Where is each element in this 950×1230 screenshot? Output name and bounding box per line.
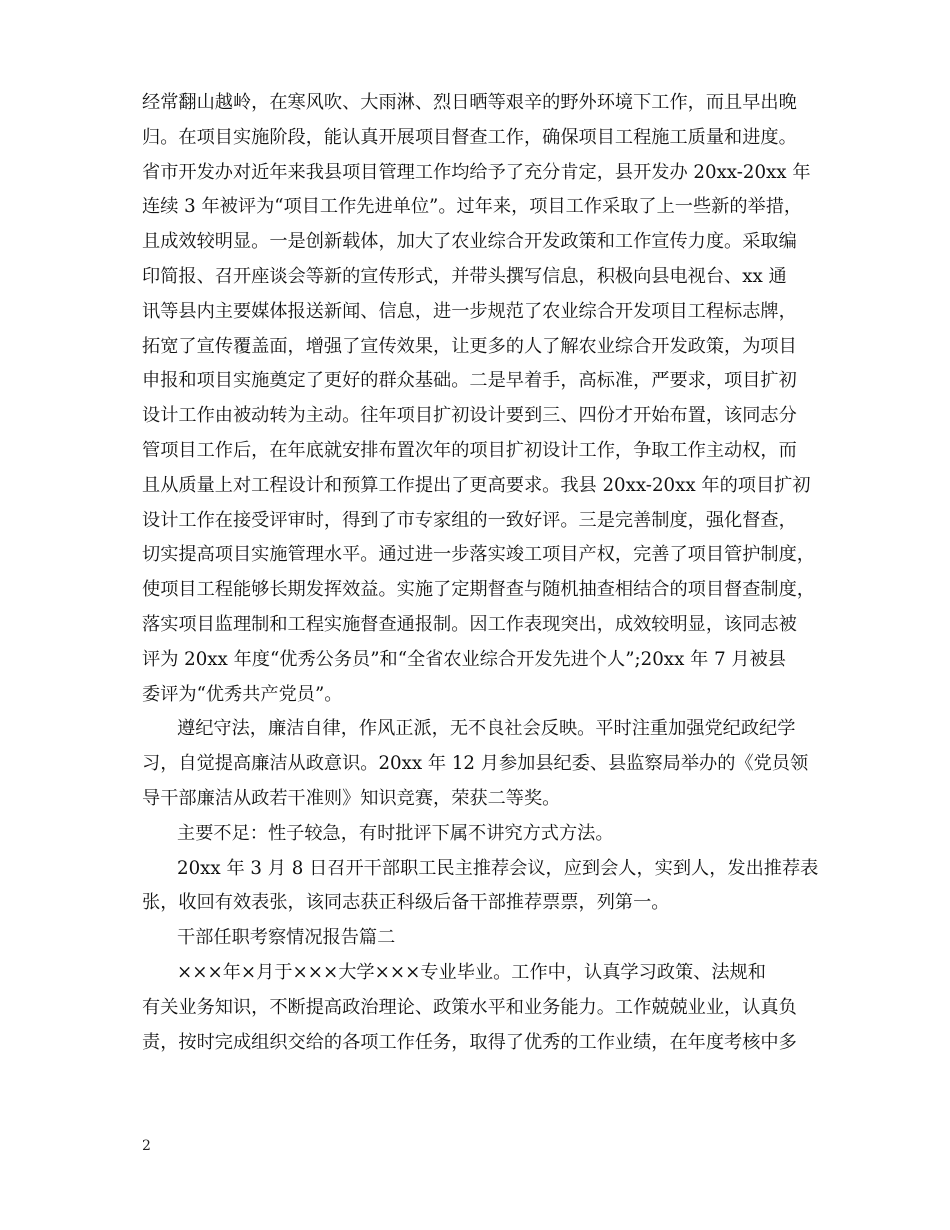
text-line: 管项目工作后，在年底就安排布置次年的项目扩初设计工作，争取工作主动权，而 [142,439,797,461]
text-line: 连续 3 年被评为“项目工作先进单位”。过年来，项目工作采取了上一些新的举措， [142,196,803,218]
text-line: 主要不足：性子较急，有时批评下属不讲究方式方法。 [177,822,614,844]
text-line: 讯等县内主要媒体报送新闻、信息，进一步规范了农业综合开发项目工程标志牌， [142,300,797,322]
text-line: ×××年×月于×××大学×××专业毕业。工作中，认真学习政策、法规和 [177,961,766,983]
text-line: 申报和项目实施奠定了更好的群众基础。二是早着手，高标准，严要求，项目扩初 [142,370,797,392]
text-line: 张，收回有效表张，该同志获正科级后备干部推荐票票，列第一。 [142,892,670,914]
text-line: 落实项目监理制和工程实施督查通报制。因工作表现突出，成效较明显，该同志被 [142,613,797,635]
text-line: 设计工作由被动转为主动。往年项目扩初设计要到三、四份才开始布置，该同志分 [142,405,797,427]
text-line: 印简报、召开座谈会等新的宣传形式，并带头撰写信息，积极向县电视台、xx 通 [142,265,787,287]
text-line: 且从质量上对工程设计和预算工作提出了更高要求。我县 20xx-20xx 年的项目扩初 [142,474,811,496]
text-line: 拓宽了宣传覆盖面，增强了宣传效果，让更多的人了解农业综合开发政策，为项目 [142,335,797,357]
text-line: 遵纪守法，廉洁自律，作风正派，无不良社会反映。平时注重加强党纪政纪学 [177,718,796,740]
text-line: 归。在项目实施阶段，能认真开展项目督查工作，确保项目工程施工质量和进度。 [142,126,797,148]
text-line: 使项目工程能够长期发挥效益。实施了定期督查与随机抽查相结合的项目督查制度， [142,579,815,601]
text-line: 有关业务知识，不断提高政治理论、政策水平和业务能力。工作兢兢业业，认真负 [142,996,797,1018]
text-line: 切实提高项目实施管理水平。通过进一步落实竣工项目产权，完善了项目管护制度， [142,544,815,566]
text-line: 设计工作在接受评审时，得到了市专家组的一致好评。三是完善制度，强化督查， [142,509,797,531]
text-line: 省市开发办对近年来我县项目管理工作均给予了充分肯定，县开发办 20xx-20xx 年 [142,161,811,183]
text-line: 导干部廉洁从政若干准则》知识竞赛，荣获二等奖。 [142,787,561,809]
text-line: 委评为“优秀共产党员”。 [142,683,343,705]
text-line: 干部任职考察情况报告篇二 [177,927,396,949]
text-line: 20xx 年 3 月 8 日召开干部职工民主推荐会议，应到会人，实到人，发出推荐表 [177,857,819,879]
text-line: 习，自觉提高廉洁从政意识。20xx 年 12 月参加县纪委、县监察局举办的《党员领 [142,753,809,775]
document-body [142,86,822,1060]
text-line: 评为 20xx 年度“优秀公务员”和“全省农业综合开发先进个人”;20xx 年 7 月被县 [142,648,786,670]
page-number: 2 [142,1138,151,1154]
text-line: 且成效较明显。一是创新载体，加大了农业综合开发政策和工作宣传力度。采取编 [142,231,797,253]
text-line: 经常翻山越岭，在寒风吹、大雨淋、烈日晒等艰辛的野外环境下工作，而且早出晚 [142,92,797,113]
text-line: 责，按时完成组织交给的各项工作任务，取得了优秀的工作业绩，在年度考核中多 [142,1031,797,1053]
